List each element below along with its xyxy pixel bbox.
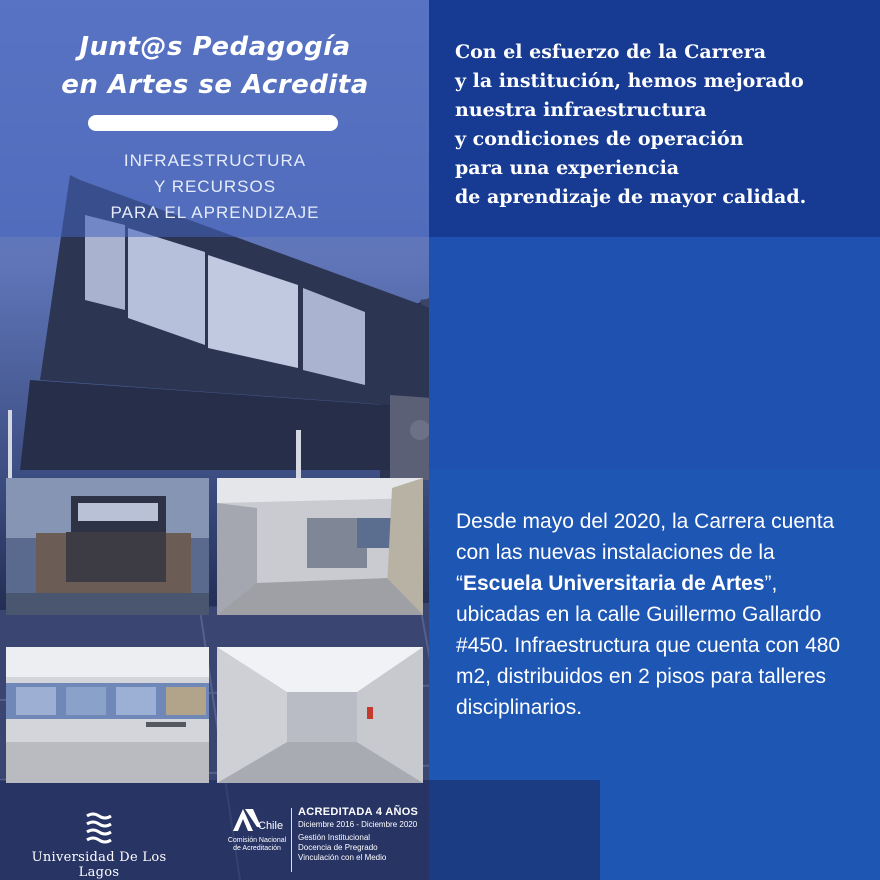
info-text-part-1: Desde mayo del 2020, la Carrera cuenta con las nuevas instalaciones de la “ xyxy=(456,510,835,595)
university-name: Universidad De Los Lagos xyxy=(31,850,167,880)
photo-interior-hall xyxy=(217,478,423,615)
photo-building-exterior xyxy=(6,478,209,615)
info-text-bold: Escuela Universitaria de Artes xyxy=(463,572,765,595)
photo-corridor xyxy=(217,647,423,783)
subtitle-line-3: PARA EL APRENDIZAJE xyxy=(110,203,320,222)
cna-mark-icon xyxy=(227,805,287,835)
accreditation-area: Docencia de Pregrado xyxy=(298,843,378,852)
accreditation-area: Gestión Institucional xyxy=(298,833,371,842)
title-line-1: Junt@s Pedagogía xyxy=(79,32,351,62)
accreditation-areas xyxy=(298,833,418,863)
quote-line: Con el esfuerzo de la Carrera xyxy=(455,41,767,63)
quote-line: de aprendizaje de mayor calidad. xyxy=(455,186,807,208)
accreditation-period: Diciembre 2016 - Diciembre 2020 xyxy=(298,820,418,829)
accreditation-info xyxy=(298,806,418,863)
quote-line: y condiciones de operación xyxy=(455,128,744,150)
accreditation-divider xyxy=(291,808,292,872)
waves-icon xyxy=(84,810,114,846)
cna-logo-text: Chile xyxy=(258,820,284,832)
cna-name-line-1: Comisión Nacional xyxy=(227,837,287,844)
subtitle-line-2: Y RECURSOS xyxy=(153,177,277,196)
quote-line: para una experiencia xyxy=(455,157,680,179)
info-text-part-2: ”, ubicadas en la calle Guillermo Gallardo #450. Infraestructura que cuenta con 480 m2, distribuidos en 2 pisos para talleres disciplinarios. xyxy=(456,572,841,719)
cna-logo xyxy=(222,805,292,853)
title-line-2: en Artes se Acredita xyxy=(61,70,369,100)
cna-name-line-2: de Acreditación xyxy=(233,845,281,852)
subtitle-line-1: INFRAESTRUCTURA xyxy=(123,151,307,170)
accreditation-area: Vinculación con el Medio xyxy=(298,853,387,862)
cna-name xyxy=(222,837,292,853)
quote-line: nuestra infraestructura xyxy=(455,99,707,121)
title-underline-bar xyxy=(88,115,338,131)
info-paragraph xyxy=(456,506,866,723)
poster-subtitle xyxy=(60,148,370,226)
poster-title xyxy=(50,28,380,104)
photo-workshop-room xyxy=(6,647,209,783)
quote-text xyxy=(455,38,865,212)
university-logo xyxy=(14,810,184,880)
accreditation-title: ACREDITADA 4 AÑOS xyxy=(298,806,419,818)
quote-line: y la institución, hemos mejorado xyxy=(455,70,804,92)
